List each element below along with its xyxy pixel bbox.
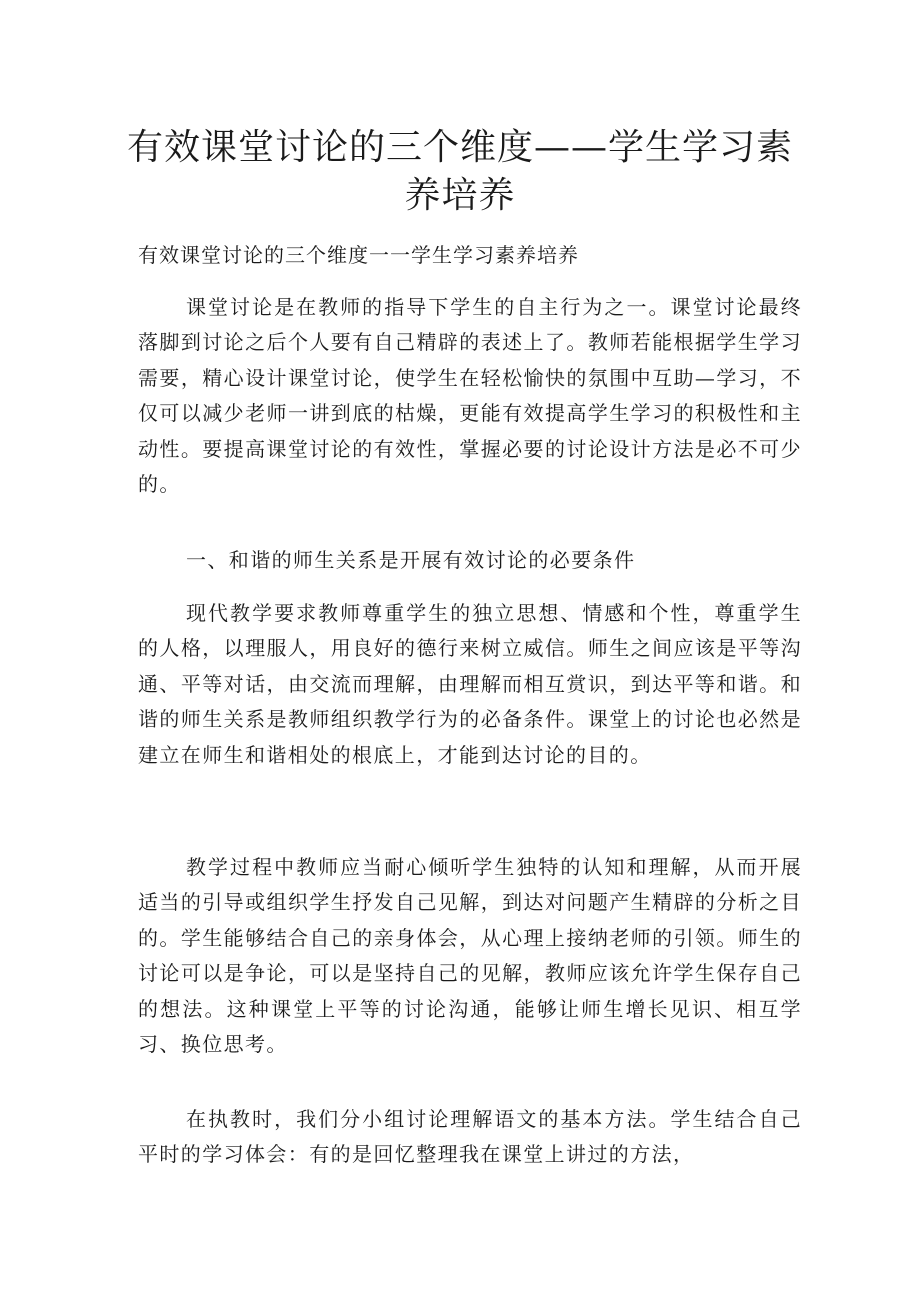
document-title: 有效课堂讨论的三个维度——学生学习素养培养 xyxy=(126,127,793,216)
paragraph-relationship: 现代教学要求教师尊重学生的独立思想、情感和个性，尊重学生的人格，以理服人，用良好的德行来树立威信。师生之间应该是平等沟通、平等对话，由交流而理解，由理解而相互赏识，到达平等和谐。和谐的师生关系是教师组织教学行为的必备条件。课堂上的讨论也必然是建立在师生和谐相处的根底上，才能到达讨论的目的。 xyxy=(138,601,802,767)
section-heading-1: 一、和谐的师生关系是开展有效讨论的必要条件 xyxy=(186,548,636,572)
paragraph-group-discussion: 在执教时，我们分小组讨论理解语文的基本方法。学生结合自己平时的学习体会：有的是回忆整理我在课堂上讲过的方法， xyxy=(138,1107,802,1167)
paragraph-listening: 教学过程中教师应当耐心倾听学生独特的认知和理解，从而开展适当的引导或组织学生抒发自己见解，到达对问题产生精辟的分析之目的。学生能够结合自己的亲身体会，从心理上接纳老师的引领。师生的讨论可以是争论，可以是坚持自己的见解，教师应该允许学生保存自己的想法。这种课堂上平等的讨论沟通，能够让师生增长见识、相互学习、换位思考。 xyxy=(138,855,802,1057)
document-subtitle: 有效课堂讨论的三个维度一一学生学习素养培养 xyxy=(138,243,579,267)
paragraph-intro: 课堂讨论是在教师的指导下学生的自主行为之一。课堂讨论最终落脚到讨论之后个人要有自己精辟的表述上了。教师若能根据学生学习需要，精心设计课堂讨论，使学生在轻松愉快的氛围中互助—学习，不仅可以减少老师一讲到底的枯燥，更能有效提高学生学习的积极性和主动性。要提高课堂讨论的有效性，掌握必要的讨论设计方法是必不可少的。 xyxy=(138,295,802,497)
